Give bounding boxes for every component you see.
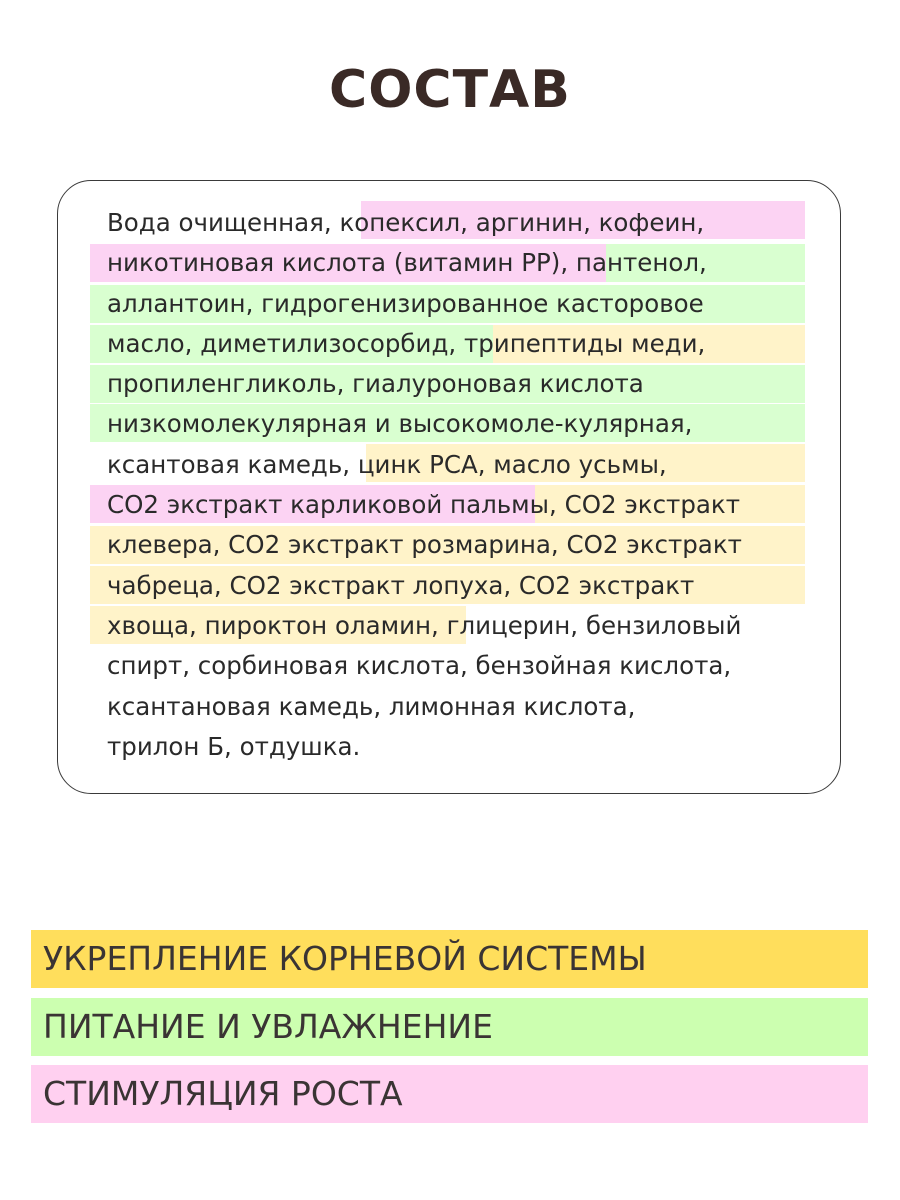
composition-line: низкомолекулярная и высокомоле-кулярная,	[107, 409, 693, 439]
composition-line: аллантоин, гидрогенизированное касторовое	[107, 288, 704, 318]
benefit-growth-stimulation: СТИМУЛЯЦИЯ РОСТА	[31, 1065, 868, 1123]
composition-line: Вода очищенная, копексил, аргинин, кофеин,	[107, 208, 705, 237]
composition-text	[107, 203, 827, 767]
composition-line: спирт, сорбиновая кислота, бензойная кислота,	[107, 651, 732, 681]
composition-line: CO2 экстракт карликовой пальмы, CO2 экстракт	[107, 490, 740, 520]
composition-line: ксантовая камедь, цинк PCA, масло усьмы,	[107, 449, 667, 479]
composition-line: трилон Б, отдушка.	[107, 731, 361, 761]
composition-line: чабреца, CO2 экстракт лопуха, CO2 экстракт	[107, 570, 695, 600]
benefit-root-strengthening: УКРЕПЛЕНИЕ КОРНЕВОЙ СИСТЕМЫ	[31, 930, 868, 988]
composition-line: пропиленгликоль, гиалуроновая кислота	[107, 369, 644, 399]
composition-line: ксантановая камедь, лимонная кислота,	[107, 691, 636, 721]
composition-line: никотиновая кислота (витамин PP), пантенол,	[107, 248, 707, 278]
benefit-nutrition-hydration: ПИТАНИЕ И УВЛАЖНЕНИЕ	[31, 998, 868, 1056]
page-title: СОСТАВ	[329, 60, 571, 120]
composition-line: клевера, CO2 экстракт розмарина, CO2 экстракт	[107, 530, 742, 560]
composition-line: масло, диметилизосорбид, трипептиды меди,	[107, 328, 706, 358]
composition-line: хвоща, пироктон оламин, глицерин, бензиловый	[107, 610, 742, 640]
